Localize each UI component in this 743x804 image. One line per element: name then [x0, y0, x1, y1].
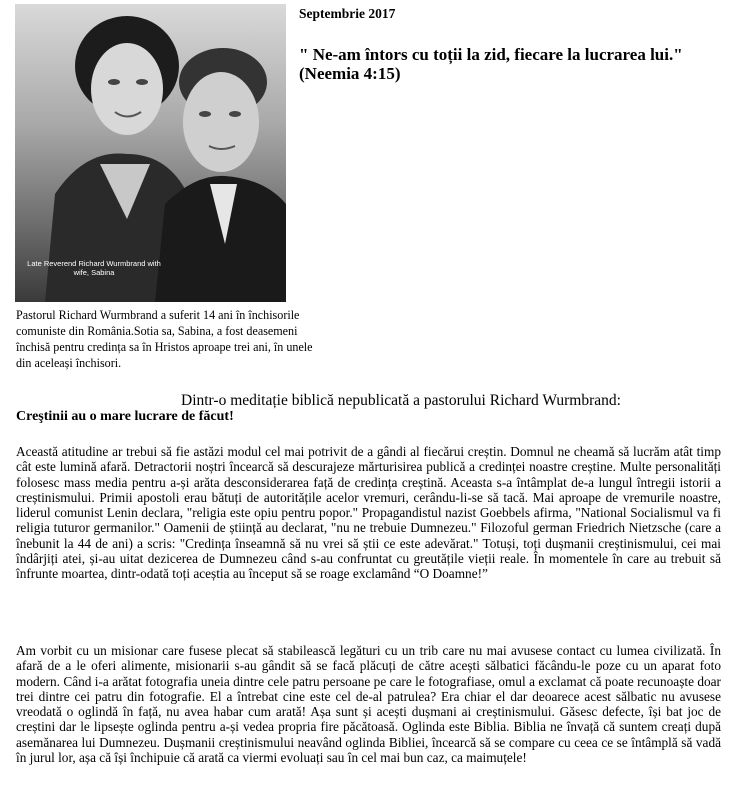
article-paragraph: Am vorbit cu un misionar care fusese plecat să stabilească legături cu un trib care nu mai avusese contact cu lumea civilizată. În afară de a le oferi alimente, misionarii s-au gândit să se facă plăcuți de către acești sălbatici făcându-le poze cu un aparat foto modern. Când i-a arătat fotografia uneia dintre cele patru persoane pe care le fotografiase, omul a exclamat că poate recunoaște doar trei dintre cei patru din fotografie. El a întrebat cine este cel de-al patrulea? Era chiar el dar deoarece acest sălbatic nu avusese vreodată o oglindă în față, nu avea habar cum arată! Așa sunt și acești dușmani ai creștinismului. Găsesc defecte, își bat joc de creștini dar le lipsește oglinda pentru a-și vedea propria fire păcătoasă. Oglinda este Biblia. Biblia ne învață că suntem creați după asemănarea lui Dumnezeu. Dușmanii creștinismului neavând oglinda Bibliei, încearcă să se compare cu ceea ce se întâmplă să vadă în jurul lor, așa că își închipuie că arată ca viermi evoluați sau în cel mai bun caz, ca maimuțele!	[16, 643, 721, 766]
article-paragraph: Această atitudine ar trebui să fie astăzi modul cel mai potrivit de a gândi al fiecărui creștin. Domnul ne cheamă să lucrăm atât timp cât este lumină afară. Detractorii noștri încearcă să descurajeze mărturisirea publică a credinței noastre creștine. Multe personalități folosesc mass media pentru a-și arăta desconsiderarea față de credința creștină. Aceasta s-a întâmplat de-a lungul întregii istorii a creștinismului. Primii apostoli erau bătuți de autoritățile acelor vremuri, cerându-li-se să tacă. Mai aproape de vremurile noastre, liderul comunist Lenin declara, "religia este opiu pentru popor." Propagandistul nazist Goebbels afirma, "National Socialismul va fi religia tuturor germanilor." Oamenii de știință au declarat, "nu ne trebuie Dumnezeu." Filozoful german Friedrich Nietzsche (care a înebunit la 44 de ani) a scris: "Credința înseamnă să nu vrei să știi ce este adevărat." Totuși, toți dușmanii creștinismului, cei mai îndârjiți atei, și-au uitat dezicerea de Dumnezeu când s-au confruntat cu greutățile vieții reale. În momentele în care au trebuit să înfrunte moartea, dintr-odată toți aceștia au început să se roage exclamând “O Doamne!”	[16, 444, 721, 582]
photo-caption: Pastorul Richard Wurmbrand a suferit 14 ani în închisorile comuniste din România.Sotia sa, Sabina, a fost deasemeni închisă pentru credința sa în Hristos aproape trei ani, în unele din aceleași închisori.	[16, 308, 313, 370]
article-subtitle: Dintr-o meditație biblică nepublicată a pastorului Richard Wurmbrand:	[181, 392, 621, 409]
issue-date: Septembrie 2017	[299, 6, 396, 21]
photo-illustration	[15, 4, 286, 302]
article-headline: Creştinii au o mare lucrare de făcut!	[16, 409, 234, 424]
photo-overlay-caption: Late Reverend Richard Wurmbrand with wife, Sabina	[27, 259, 161, 277]
bible-verse-title: " Ne-am întors cu toții la zid, fiecare la lucrarea lui." (Neemia 4:15)	[299, 45, 683, 83]
wurmbrand-photo	[15, 4, 286, 302]
